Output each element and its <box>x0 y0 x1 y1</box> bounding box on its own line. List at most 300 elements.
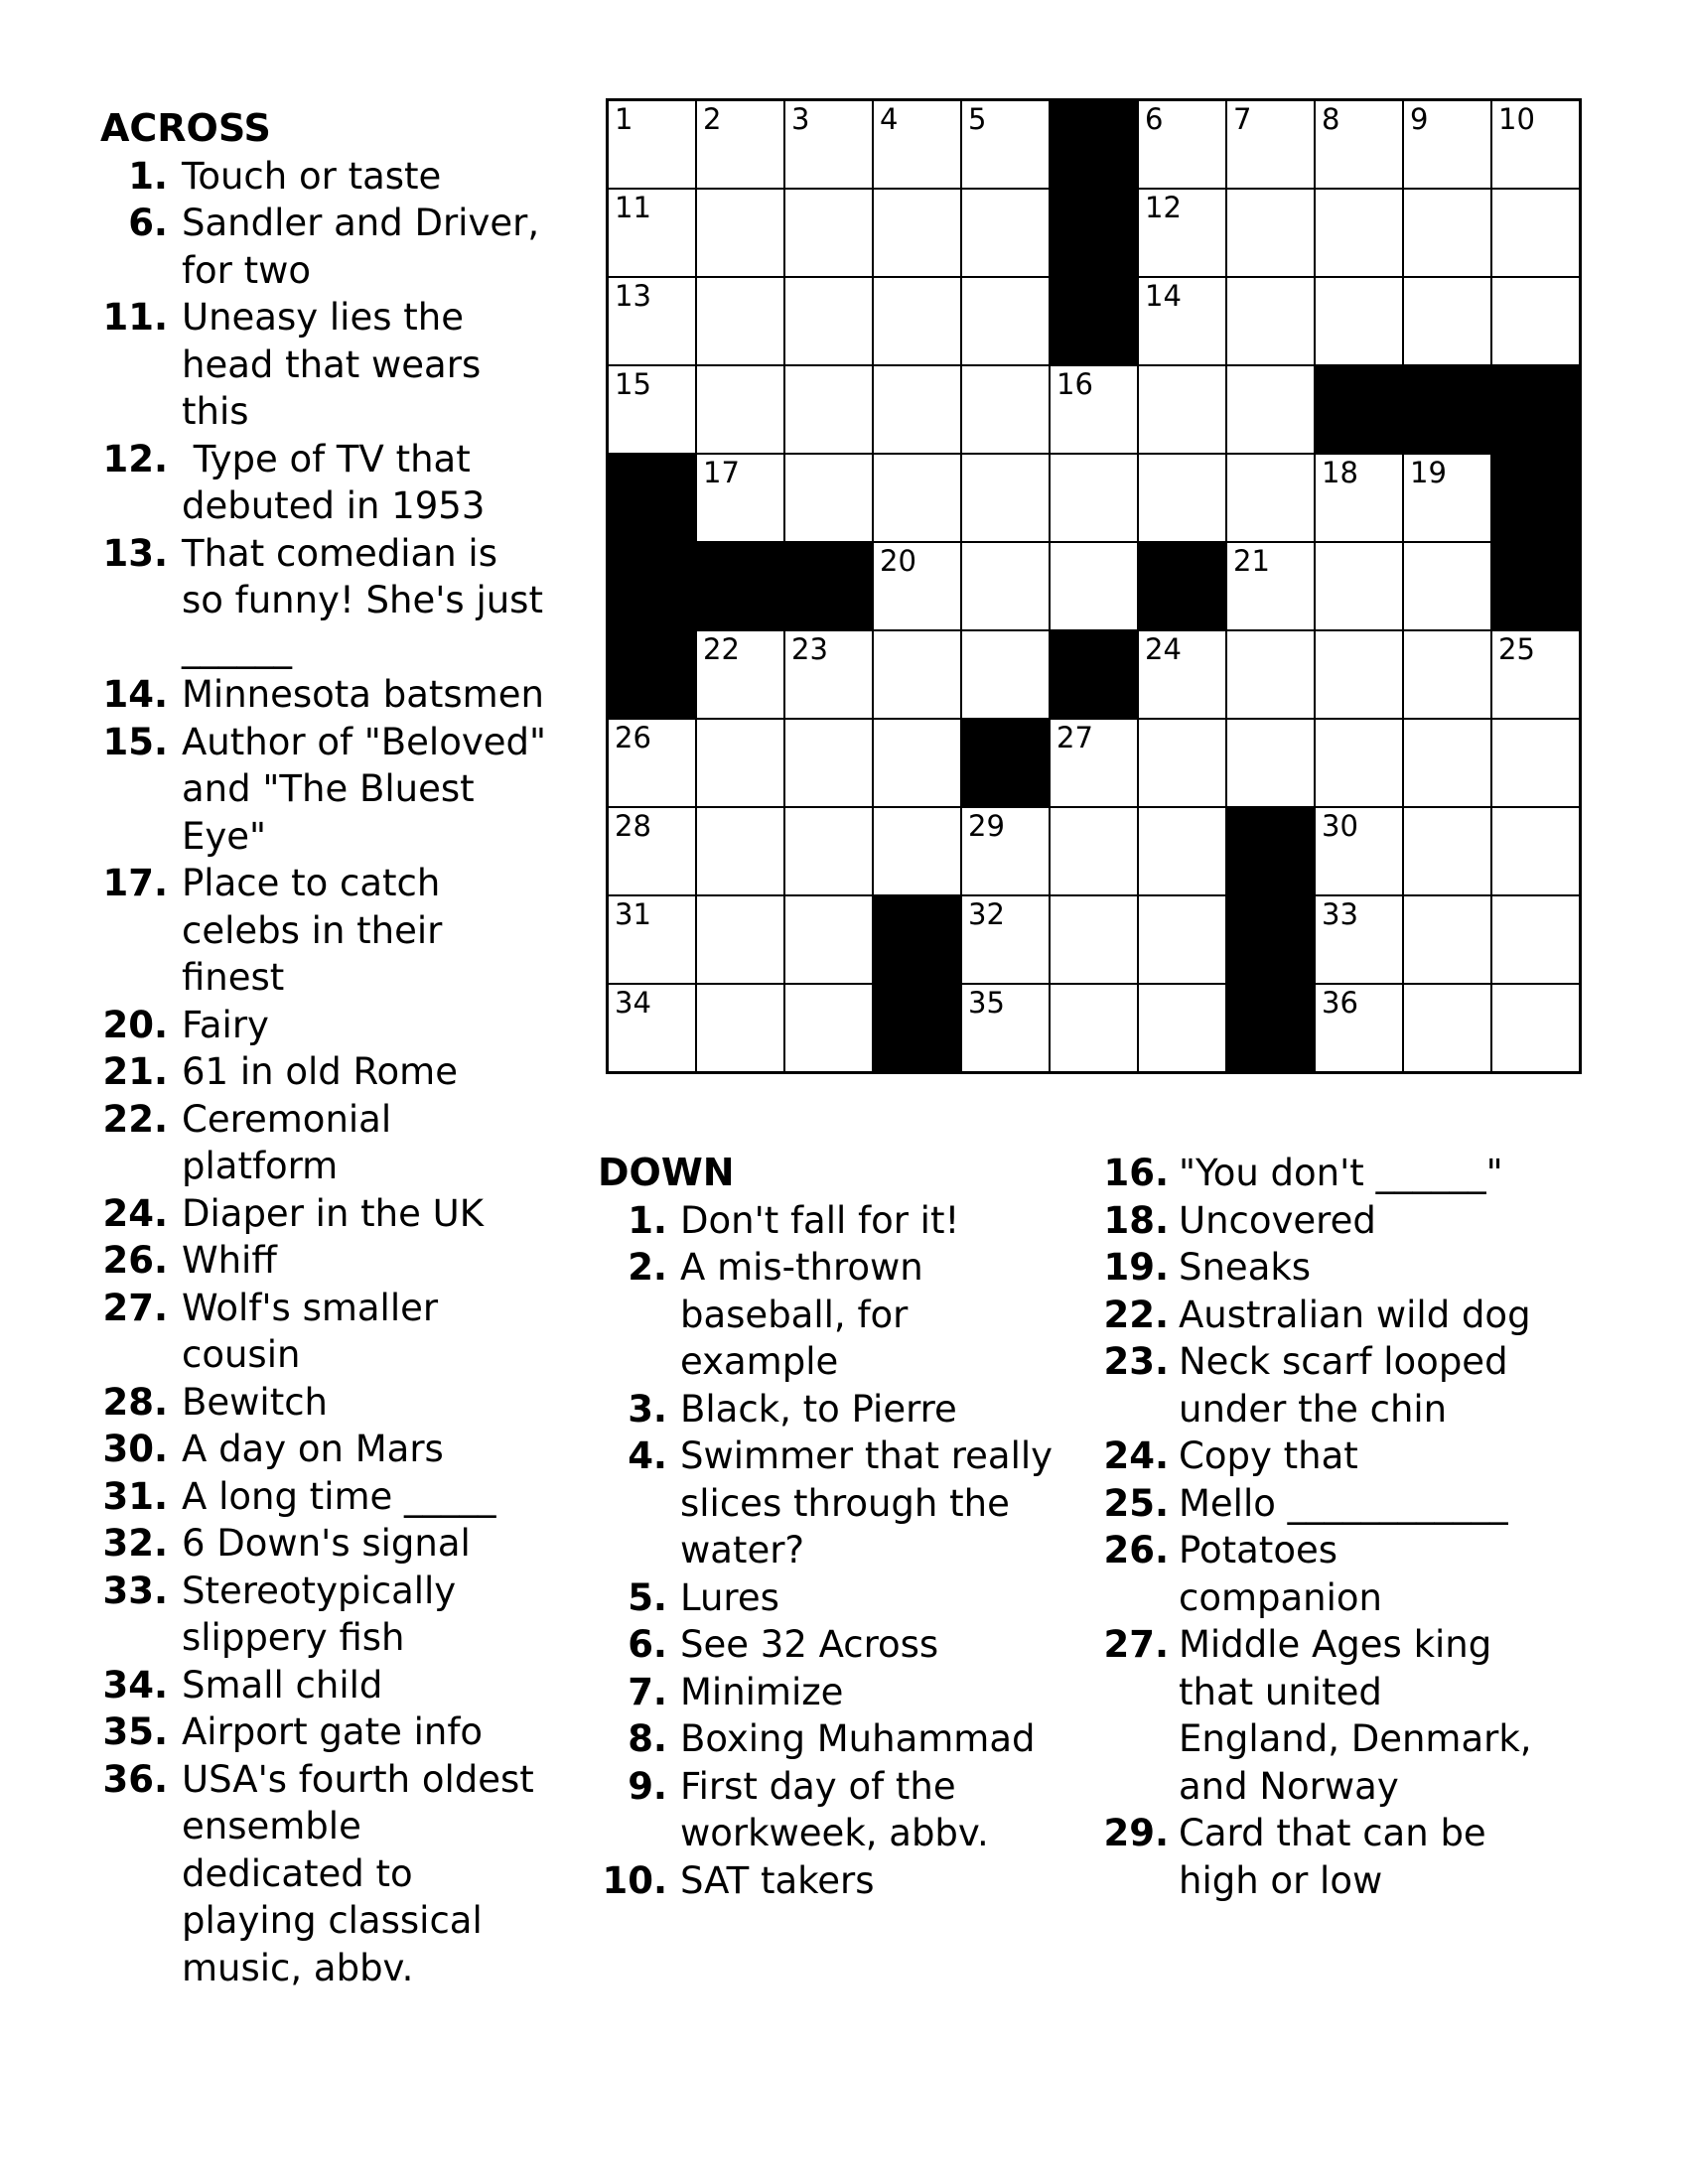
clue-text: Minimize <box>680 1670 844 1713</box>
clue-number: 12. <box>102 437 168 480</box>
clue-line <box>1101 1857 1637 1905</box>
clue-text: A day on Mars <box>182 1428 444 1470</box>
cell-number: 23 <box>791 632 828 666</box>
clue-number: 21. <box>102 1050 168 1093</box>
grid-cell[interactable] <box>873 630 961 719</box>
grid-black-cell <box>1315 365 1403 454</box>
clue-number: 9. <box>628 1764 667 1808</box>
clue-line <box>1101 1433 1637 1480</box>
clue-number: 10. <box>602 1858 667 1902</box>
grid-cell[interactable] <box>1491 100 1580 189</box>
grid-cell[interactable] <box>1226 189 1315 277</box>
clue-text: debuted in 1953 <box>182 484 486 527</box>
grid-cell[interactable] <box>873 100 961 189</box>
cell-number: 26 <box>615 721 651 754</box>
grid-cell[interactable] <box>696 365 784 454</box>
grid-cell[interactable] <box>873 719 961 807</box>
clue-line <box>598 1621 1114 1669</box>
grid-cell[interactable] <box>873 365 961 454</box>
cell-number: 21 <box>1233 544 1270 578</box>
grid-black-cell <box>1403 365 1491 454</box>
clue-text: See 32 Across <box>680 1623 939 1666</box>
cell-number: 12 <box>1145 191 1182 224</box>
grid-cell[interactable] <box>1050 454 1138 542</box>
clue-line <box>100 1002 636 1049</box>
clue-text: Whiff <box>182 1239 277 1282</box>
grid-cell[interactable] <box>1403 100 1491 189</box>
clue-text: Boxing Muhammad <box>680 1717 1036 1760</box>
grid-cell[interactable] <box>961 189 1050 277</box>
grid-cell[interactable] <box>1403 189 1491 277</box>
clue-text: Fairy <box>182 1003 269 1046</box>
clue-text: First day of the <box>680 1764 956 1808</box>
clue-text: Place to catch <box>182 862 441 904</box>
clue-line <box>100 1048 636 1096</box>
cell-number: 6 <box>1145 102 1164 136</box>
grid-cell[interactable] <box>784 984 873 1072</box>
clue-text: baseball, for <box>680 1293 909 1336</box>
grid-cell[interactable] <box>696 895 784 984</box>
clue-line <box>1101 1338 1637 1386</box>
cell-number: 24 <box>1145 632 1182 666</box>
clue-text: finest <box>182 956 285 999</box>
clue-line <box>100 624 636 672</box>
clue-text: playing classical <box>182 1899 483 1942</box>
clue-text: example <box>680 1340 839 1383</box>
grid-cell[interactable] <box>696 984 784 1072</box>
grid-cell[interactable] <box>1226 719 1315 807</box>
cell-number: 19 <box>1410 456 1447 489</box>
clue-text: Mello ____________ <box>1179 1481 1508 1525</box>
clue-text: Uncovered <box>1179 1198 1376 1242</box>
cell-number: 14 <box>1145 279 1182 313</box>
grid-cell[interactable] <box>1226 630 1315 719</box>
grid-cell[interactable] <box>1491 630 1580 719</box>
clue-line <box>598 1292 1114 1339</box>
grid-cell[interactable] <box>1403 630 1491 719</box>
clue-line <box>598 1386 1114 1433</box>
grid-black-cell <box>1050 100 1138 189</box>
grid-cell[interactable] <box>873 542 961 630</box>
clue-line <box>598 1244 1114 1292</box>
grid-black-cell <box>1050 189 1138 277</box>
grid-cell[interactable] <box>873 454 961 542</box>
cell-number: 3 <box>791 102 810 136</box>
clue-text: companion <box>1179 1575 1382 1619</box>
clue-text: and Norway <box>1179 1764 1399 1808</box>
clue-line <box>100 1190 636 1238</box>
clue-text: Black, to Pierre <box>680 1387 957 1431</box>
clue-line <box>1101 1669 1637 1716</box>
clue-number: 4. <box>628 1434 667 1477</box>
cell-number: 32 <box>968 897 1005 931</box>
clue-text: Airport gate info <box>182 1710 483 1753</box>
clue-line <box>100 1237 636 1285</box>
clue-number: 32. <box>102 1522 168 1565</box>
grid-cell[interactable] <box>1050 807 1138 895</box>
clue-text: SAT takers <box>680 1858 875 1902</box>
grid-cell[interactable] <box>1050 365 1138 454</box>
cell-number: 7 <box>1233 102 1252 136</box>
clue-line <box>100 1662 636 1709</box>
grid-black-cell <box>1491 542 1580 630</box>
clue-text: Touch or taste <box>182 154 442 198</box>
cell-number: 29 <box>968 809 1005 843</box>
clue-line <box>100 1426 636 1473</box>
clue-line <box>598 1338 1114 1386</box>
clue-line <box>100 1897 636 1945</box>
cell-number: 5 <box>968 102 987 136</box>
clue-line <box>1101 1197 1637 1245</box>
grid-cell[interactable] <box>1403 807 1491 895</box>
clue-line <box>100 813 636 861</box>
grid-cell[interactable] <box>961 365 1050 454</box>
clue-number: 16. <box>1103 1152 1169 1194</box>
cell-number: 20 <box>880 544 916 578</box>
grid-cell[interactable] <box>873 807 961 895</box>
clue-text: Diaper in the UK <box>182 1191 484 1235</box>
grid-cell[interactable] <box>1315 807 1403 895</box>
clue-line <box>1101 1150 1637 1197</box>
grid-cell[interactable] <box>1050 984 1138 1072</box>
clue-line <box>100 671 636 719</box>
grid-cell[interactable] <box>784 630 873 719</box>
clue-line <box>100 1520 636 1568</box>
grid-cell[interactable] <box>1226 454 1315 542</box>
grid-cell[interactable] <box>1138 189 1226 277</box>
clue-number: 35. <box>102 1710 168 1753</box>
clue-line <box>1101 1621 1637 1669</box>
clue-text: under the chin <box>1179 1387 1448 1431</box>
clue-number: 8. <box>628 1717 667 1760</box>
clue-text: Lures <box>680 1575 779 1619</box>
clue-line <box>100 436 636 483</box>
grid-black-cell <box>1491 365 1580 454</box>
grid-black-cell <box>873 895 961 984</box>
grid-black-cell <box>873 984 961 1072</box>
clue-line <box>598 1527 1114 1574</box>
grid-cell[interactable] <box>1491 895 1580 984</box>
across-header: ACROSS <box>100 106 271 150</box>
cell-number: 30 <box>1322 809 1358 843</box>
grid-cell[interactable] <box>1403 719 1491 807</box>
clue-number: 1. <box>628 1198 667 1242</box>
grid-cell[interactable] <box>961 277 1050 365</box>
grid-cell[interactable] <box>961 807 1050 895</box>
grid-cell[interactable] <box>873 189 961 277</box>
clue-number: 26. <box>102 1239 168 1282</box>
grid-cell[interactable] <box>1315 719 1403 807</box>
cell-number: 27 <box>1056 721 1093 754</box>
down-clues-column-1 <box>598 1150 1114 1904</box>
clue-text: Sandler and Driver, <box>182 202 540 244</box>
grid-cell[interactable] <box>1403 895 1491 984</box>
clue-text: water? <box>680 1529 805 1571</box>
clue-number: 33. <box>102 1569 168 1612</box>
clue-line <box>100 765 636 813</box>
grid-cell[interactable] <box>1491 807 1580 895</box>
clue-line <box>598 1197 1114 1245</box>
cell-number: 31 <box>615 897 651 931</box>
clue-text: Stereotypically <box>182 1569 457 1612</box>
clue-line <box>598 1763 1114 1811</box>
cell-number: 16 <box>1056 367 1093 401</box>
grid-cell[interactable] <box>784 454 873 542</box>
clue-line <box>598 1574 1114 1622</box>
clue-number: 29. <box>1103 1812 1169 1854</box>
grid-cell[interactable] <box>1138 807 1226 895</box>
grid-cell[interactable] <box>784 365 873 454</box>
clue-number: 24. <box>1103 1434 1169 1477</box>
clue-text: dedicated to <box>182 1851 413 1895</box>
clue-text: England, Denmark, <box>1179 1717 1532 1760</box>
grid-cell[interactable] <box>961 630 1050 719</box>
clue-number: 25. <box>1103 1481 1169 1525</box>
grid-black-cell <box>1491 454 1580 542</box>
cell-number: 11 <box>615 191 651 224</box>
clue-line <box>100 388 636 436</box>
down-header: DOWN <box>598 1151 735 1194</box>
clue-line <box>598 1669 1114 1716</box>
cell-number: 13 <box>615 279 651 313</box>
grid-cell[interactable] <box>1403 542 1491 630</box>
clue-text: head that wears <box>182 342 482 386</box>
grid-cell[interactable] <box>1403 277 1491 365</box>
clue-text: Potatoes <box>1179 1529 1337 1571</box>
grid-cell[interactable] <box>1491 719 1580 807</box>
clue-line <box>1101 1480 1637 1528</box>
clue-line <box>100 1331 636 1379</box>
grid-cell[interactable] <box>696 807 784 895</box>
grid-cell[interactable] <box>1226 100 1315 189</box>
down-clues-column-2 <box>1101 1150 1637 1904</box>
clue-line <box>100 1143 636 1190</box>
grid-cell[interactable] <box>1138 984 1226 1072</box>
clue-text: Australian wild dog <box>1179 1293 1531 1336</box>
grid-cell[interactable] <box>1315 277 1403 365</box>
grid-cell[interactable] <box>1491 189 1580 277</box>
clue-number: 11. <box>102 296 168 339</box>
clue-text: "You don't ______" <box>1179 1152 1503 1194</box>
grid-cell[interactable] <box>1315 895 1403 984</box>
clue-line <box>598 1480 1114 1528</box>
grid-cell[interactable] <box>784 807 873 895</box>
grid-cell[interactable] <box>1403 454 1491 542</box>
grid-cell[interactable] <box>1403 984 1491 1072</box>
grid-black-cell <box>1226 895 1315 984</box>
clue-text: ensemble <box>182 1805 361 1847</box>
grid-cell[interactable] <box>1226 365 1315 454</box>
grid-cell[interactable] <box>1050 719 1138 807</box>
grid-cell[interactable] <box>1138 277 1226 365</box>
clue-number: 22. <box>102 1097 168 1141</box>
clue-text: Bewitch <box>182 1380 328 1424</box>
clue-line <box>1101 1244 1637 1292</box>
clue-text: Minnesota batsmen <box>182 673 544 716</box>
clue-number: 30. <box>102 1428 168 1470</box>
clue-text: so funny! She's just <box>182 579 543 621</box>
grid-cell[interactable] <box>1315 100 1403 189</box>
clue-text: 61 in old Rome <box>182 1050 458 1093</box>
clue-text: Wolf's smaller <box>182 1286 439 1329</box>
clue-number: 31. <box>102 1474 168 1518</box>
grid-cell[interactable] <box>696 277 784 365</box>
grid-cell[interactable] <box>1315 542 1403 630</box>
clue-text: 6 Down's signal <box>182 1522 471 1565</box>
clue-text: Don't fall for it! <box>680 1198 960 1242</box>
clue-text: Type of TV that <box>182 437 471 480</box>
clue-number: 17. <box>102 862 168 904</box>
clue-text: high or low <box>1179 1858 1383 1902</box>
clue-text: Middle Ages king <box>1179 1623 1492 1666</box>
cell-number: 8 <box>1322 102 1340 136</box>
clue-line <box>1101 1763 1637 1811</box>
grid-cell[interactable] <box>1491 984 1580 1072</box>
grid-cell[interactable] <box>696 189 784 277</box>
grid-cell[interactable] <box>961 454 1050 542</box>
grid-cell[interactable] <box>961 895 1050 984</box>
grid-cell[interactable] <box>1138 365 1226 454</box>
clue-line <box>598 1433 1114 1480</box>
clue-line <box>100 954 636 1002</box>
grid-cell[interactable] <box>1315 189 1403 277</box>
grid-cell[interactable] <box>1315 630 1403 719</box>
clue-line <box>100 153 636 201</box>
clue-line <box>100 1568 636 1615</box>
grid-cell[interactable] <box>961 542 1050 630</box>
clue-line <box>100 1473 636 1521</box>
clue-line <box>100 1756 636 1804</box>
cell-number: 22 <box>703 632 740 666</box>
clue-text: USA's fourth oldest <box>182 1757 534 1801</box>
grid-cell[interactable] <box>784 277 873 365</box>
grid-cell[interactable] <box>961 984 1050 1072</box>
clue-text: slippery fish <box>182 1616 405 1659</box>
clue-line <box>1101 1292 1637 1339</box>
clue-line <box>100 1285 636 1332</box>
grid-black-cell <box>1050 630 1138 719</box>
grid-cell[interactable] <box>1491 277 1580 365</box>
grid-cell[interactable] <box>1138 454 1226 542</box>
clue-text: this <box>182 390 249 433</box>
clue-text: Copy that <box>1179 1434 1358 1477</box>
clue-text: for two <box>182 248 312 292</box>
clue-line <box>100 200 636 247</box>
clue-line <box>100 860 636 907</box>
clue-number: 18. <box>1103 1198 1169 1242</box>
clue-text: Uneasy lies the <box>182 296 464 339</box>
clue-text: That comedian is <box>182 531 497 575</box>
clue-text: music, abbv. <box>182 1946 414 1989</box>
cell-number: 4 <box>880 102 899 136</box>
clue-text: Sneaks <box>1179 1246 1312 1289</box>
grid-black-cell <box>1138 542 1226 630</box>
cell-number: 15 <box>615 367 651 401</box>
clue-number: 15. <box>102 720 168 763</box>
clue-number: 6. <box>628 1623 667 1666</box>
clue-line <box>100 907 636 955</box>
grid-cell[interactable] <box>696 454 784 542</box>
clue-line <box>100 1379 636 1427</box>
grid-cell[interactable] <box>1050 895 1138 984</box>
grid-black-cell <box>696 542 784 630</box>
grid-black-cell <box>1226 984 1315 1072</box>
clue-number: 7. <box>628 1670 667 1713</box>
clue-number: 20. <box>102 1003 168 1046</box>
clue-line <box>100 530 636 578</box>
cell-number: 17 <box>703 456 740 489</box>
clue-line <box>100 482 636 530</box>
grid-cell[interactable] <box>1226 542 1315 630</box>
clue-number: 22. <box>1103 1293 1169 1336</box>
clue-number: 24. <box>102 1191 168 1235</box>
grid-cell[interactable] <box>1315 454 1403 542</box>
grid-cell[interactable] <box>784 189 873 277</box>
grid-cell[interactable] <box>1138 719 1226 807</box>
cell-number: 25 <box>1498 632 1535 666</box>
cell-number: 33 <box>1322 897 1358 931</box>
clue-number: 23. <box>1103 1340 1169 1383</box>
clue-number: 34. <box>102 1663 168 1706</box>
grid-cell[interactable] <box>1138 630 1226 719</box>
clue-text: Card that can be <box>1179 1812 1486 1854</box>
grid-cell[interactable] <box>1226 277 1315 365</box>
clue-number: 13. <box>102 531 168 575</box>
clue-line <box>1101 1527 1637 1574</box>
grid-cell[interactable] <box>1050 542 1138 630</box>
grid-cell[interactable] <box>1315 984 1403 1072</box>
grid-cell[interactable] <box>696 100 784 189</box>
grid-cell[interactable] <box>696 719 784 807</box>
grid-black-cell <box>1050 277 1138 365</box>
grid-cell[interactable] <box>1138 100 1226 189</box>
clue-text: Swimmer that really <box>680 1434 1054 1477</box>
clue-number: 14. <box>102 673 168 716</box>
clue-number: 2. <box>628 1246 667 1289</box>
clue-number: 28. <box>102 1380 168 1424</box>
grid-cell[interactable] <box>1138 895 1226 984</box>
clue-number: 27. <box>1103 1623 1169 1666</box>
clue-text: Eye" <box>182 814 267 858</box>
crossword-grid <box>606 98 1582 1074</box>
clue-number: 19. <box>1103 1246 1169 1289</box>
cell-number: 9 <box>1410 102 1429 136</box>
clue-line <box>1101 1386 1637 1433</box>
grid-cell[interactable] <box>961 100 1050 189</box>
clue-text: that united <box>1179 1670 1382 1713</box>
clue-line <box>100 247 636 295</box>
clue-line <box>1101 1574 1637 1622</box>
clue-line <box>598 1810 1114 1857</box>
grid-cell[interactable] <box>696 630 784 719</box>
grid-cell[interactable] <box>784 719 873 807</box>
cell-number: 36 <box>1322 986 1358 1020</box>
clue-line <box>100 719 636 766</box>
clue-line <box>100 1803 636 1850</box>
clue-line <box>100 294 636 341</box>
grid-cell[interactable] <box>784 100 873 189</box>
clue-line <box>100 1850 636 1898</box>
clue-text: cousin <box>182 1333 301 1376</box>
cell-number: 10 <box>1498 102 1535 136</box>
cell-number: 2 <box>703 102 722 136</box>
cell-number: 18 <box>1322 456 1358 489</box>
cell-number: 28 <box>615 809 651 843</box>
grid-cell[interactable] <box>873 277 961 365</box>
cell-number: 1 <box>615 102 633 136</box>
clue-line <box>1101 1810 1637 1857</box>
grid-cell[interactable] <box>784 895 873 984</box>
